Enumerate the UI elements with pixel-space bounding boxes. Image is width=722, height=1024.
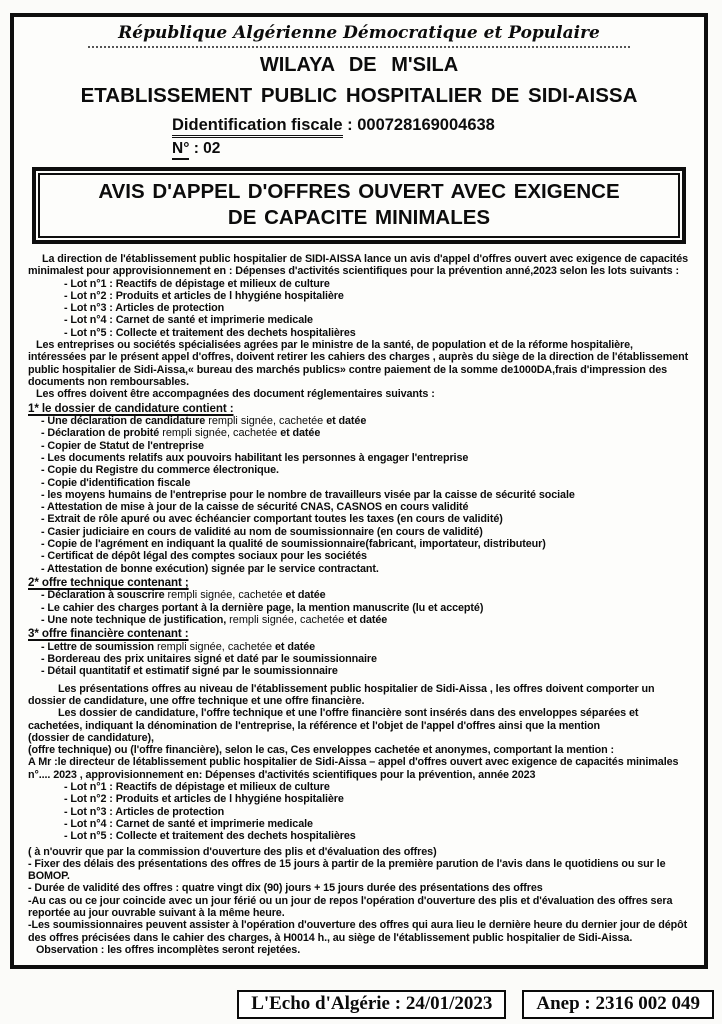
presentation-paragraph: Les présentations offres au niveau de l'établissement public hospitalier de Sidi-Aissa , les offres doivent comporter un dossier de candidature, une offre technique et une offre financière. (28, 682, 655, 707)
identification-block (172, 115, 696, 158)
list-item: - Déclaration à souscrire rempli signée, cachetée et datée (41, 589, 326, 602)
commission-note: ( à n'ouvrir que par la commission d'ouverture des plis et d'évaluation des offres) (28, 845, 437, 858)
list-item: - Attestation de mise à jour de la caisse de sécurité CNAS, CASNOS en cours validité (41, 501, 469, 514)
journal-stamp: L'Echo d'Algérie : 24/01/2023 (237, 990, 506, 1019)
notice-title (38, 173, 680, 238)
jour-ferie-paragraph: -Au cas ou ce jour coincide avec un jour férié ou un jour de repos l'opération d'ouverture des plis et d'évaluation des offres sera reportée au jour ouvrable suivant à la même heure. (28, 894, 673, 920)
candidature-items-list (41, 415, 690, 575)
dossier-mention-line: (dossier de candidature), (28, 731, 154, 744)
lot-item: - Lot n°3 : Articles de protection (64, 805, 225, 818)
lots-list-repeat (64, 781, 690, 842)
list-item: - Copie de l'agrément en indiquant la qualité de soumissionnaire(fabricant, importateur, distributeur) (41, 538, 546, 551)
lot-item: - Lot n°1 : Reactifs de dépistage et milieux de culture (64, 781, 330, 794)
notice-title-line2: DE CAPACITE MINIMALES (227, 206, 491, 229)
list-item: - Lettre de soumission rempli signée, cachetée et datée (41, 640, 316, 653)
fiscal-id-line (172, 115, 696, 136)
documents-required-intro: Les offres doivent être accompagnées des document réglementaires suivants : (36, 388, 435, 401)
retrait-paragraph: Les entreprises ou sociétés spécialisées agrées par le ministre de la santé, de population et de la réforme hospitalière, intéressées par le présent appel d'offres, doivent retirer les cahiers des charges , auprès du siège de la direction de l'établissement public hospitalier de Sidi-Aissa,« bureau des marchés publics» contre paiement de la somme de1000DA,frais d'impression des documents non remboursables. (28, 339, 689, 388)
lot-item: - Lot n°4 : Carnet de santé et imprimerie medicale (64, 817, 313, 830)
list-item: - Le cahier des charges portant à la dernière page, la mention manuscrite (lu et accepté) (41, 601, 484, 614)
lot-item: - Lot n°5 : Collecte et traitement des dechets hospitalières (64, 326, 356, 339)
list-item: - Détail quantitatif et estimatif signé par le soumissionnaire (41, 665, 338, 678)
technique-heading: 2* offre technique contenant ; (28, 575, 189, 589)
notice-number-label: N° (172, 140, 189, 160)
technique-items-list (41, 589, 690, 626)
republic-title-wrap (22, 23, 696, 48)
list-item: - Les documents relatifs aux pouvoirs habilitant les personnes à engager l'entreprise (41, 451, 469, 464)
intro-paragraph: La direction de l'établissement public hospitalier de SIDI-AISSA lance un avis d'appel d'offres ouvert avec exigence de capacités minimalest pour approvisionnement en : Dépenses d'activités scientifiques pour la prévention anné,2023 selon les lots suivants : (28, 253, 689, 278)
fiscal-id-value: : 000728169004638 (342, 116, 495, 134)
anep-stamp: Anep : 2316 002 049 (522, 990, 714, 1019)
lot-item: - Lot n°3 : Articles de protection (64, 302, 225, 315)
lot-item: - Lot n°5 : Collecte et traitement des dechets hospitalières (64, 830, 356, 843)
notice-number-line (172, 139, 696, 158)
list-item: - les moyens humains de l'entreprise pour le nombre de travailleurs visée par la caisse de sécurité sociale (41, 488, 575, 501)
republic-title: République Algérienne Démocratique et Populaire (88, 23, 630, 48)
list-item: - Extrait de rôle apuré ou avec échéancier comportant toutes les taxes (en cours de validité) (41, 513, 503, 526)
list-item: - Attestation de bonne exécution) signée par le service contractant. (41, 562, 379, 575)
wilaya-title: WILAYA DE M'SILA (259, 54, 459, 76)
list-item: - Une note technique de justification, rempli signée, cachetée et datée (41, 614, 388, 627)
mention-paragraph: (offre technique) ou (l'offre financière), selon le cas, Ces enveloppes cachetée et anonymes, comportant la mention : (28, 744, 615, 757)
establishment-title: ETABLISSEMENT PUBLIC HOSPITALIER DE SIDI-AISSA (80, 84, 638, 107)
enveloppes-paragraph: Les dossier de candidature, l'offre technique et une l'offre financière sont insérés dans des enveloppes séparées et cachetées, indiquant la dénomination de l'entreprise, la référence et l'objet de l'appel d'offres ainsi que la mention (28, 707, 639, 732)
lot-item: - Lot n°4 : Carnet de santé et imprimerie medicale (64, 314, 313, 327)
lot-item: - Lot n°1 : Reactifs de dépistage et milieux de culture (64, 277, 330, 290)
financiere-items-list (41, 641, 690, 678)
list-item: - Copie d'identification fiscale (41, 476, 191, 489)
list-item: - Certificat de dépôt légal des comptes sociaux pour les sociétés (41, 550, 367, 563)
candidature-heading: 1* le dossier de candidature contient : (28, 401, 234, 415)
lot-item: - Lot n°2 : Produits et articles de l hhygiéne hospitalière (64, 793, 344, 806)
document-border-frame (10, 13, 708, 969)
observation-line: Observation : les offres incomplètes seront rejetées. (36, 943, 301, 956)
lot-item: - Lot n°2 : Produits et articles de l hhygiéne hospitalière (64, 289, 344, 302)
destinataire-paragraph: A Mr :le directeur de létablissement public hospitalier de Sidi-Aissa – appel d'offres ouvert avec exigence de capacités minimales n°.... 2023 , approvisionnement en: Dépenses d'activités scientifiques pour la prévention, année 2023 (28, 756, 679, 781)
list-item: - Bordereau des prix unitaires signé et daté par le soumissionnaire (41, 653, 377, 666)
fiscal-id-label: Didentification fiscale (172, 116, 343, 138)
lots-list (64, 278, 690, 339)
list-item: - Déclaration de probité rempli signée, cachetée et datée (41, 427, 321, 440)
list-item: - Une déclaration de candidature rempli signée, cachetée et datée (41, 415, 367, 428)
list-item: - Casier judiciaire en cours de validité au nom de soumissionnaire (en cours de validité) (41, 525, 483, 538)
publication-footer (0, 990, 714, 1019)
ouverture-paragraph: -Les soumissionnaires peuvent assister à l'opération d'ouverture des offres qui aura lieu le dernière heure du dernier jour de dépôt des offres précisées dans le cahier des charges, à H0014 h., au siège de l'établissement public hospitalier de Sidi-Aissa. (28, 919, 688, 944)
document-header (22, 23, 696, 158)
delais-paragraph: - Fixer des délais des présentations des offres de 15 jours à partir de la première parution de l'avis dans le quotidiens ou sur le BOMOP. (28, 857, 666, 883)
notice-title-box (32, 167, 686, 244)
financiere-heading: 3* offre financière contenant : (28, 627, 189, 641)
list-item: - Copie du Registre du commerce électronique. (41, 464, 279, 477)
notice-number-value: : 02 (189, 140, 221, 157)
document-body (22, 251, 696, 956)
list-item: - Copier de Statut de l'entreprise (41, 439, 204, 452)
notice-title-line1: AVIS D'APPEL D'OFFRES OUVERT AVEC EXIGENCE (98, 180, 620, 203)
validite-paragraph: - Durée de validité des offres : quatre vingt dix (90) jours + 15 jours durée des présentations des offres (28, 882, 543, 895)
